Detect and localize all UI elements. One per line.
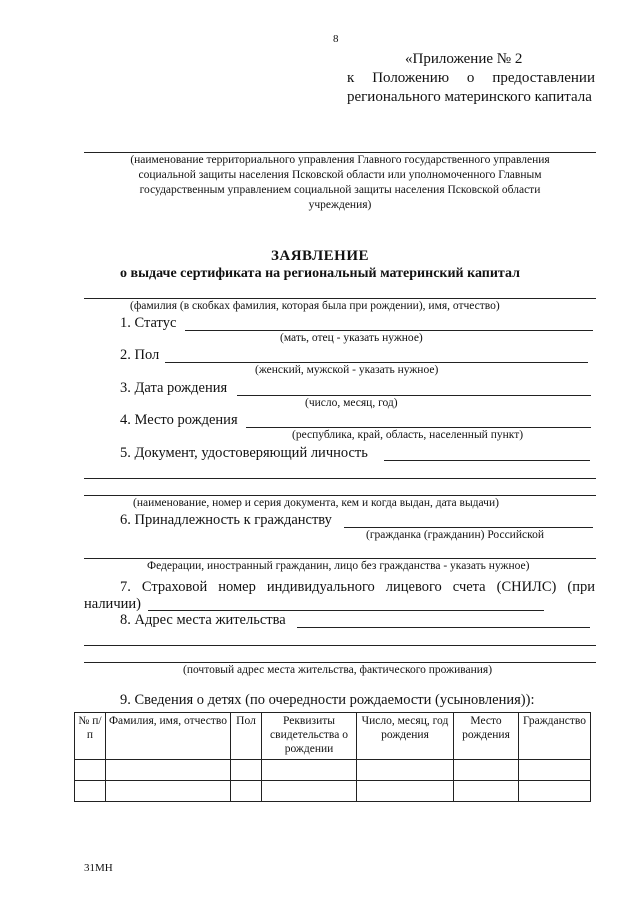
appendix-word: Положению [372,70,450,86]
snils-word: (при [567,579,595,595]
address-line-2[interactable] [84,645,596,646]
appendix-line-3: регионального материнского капитала [347,89,592,105]
table-cell[interactable] [519,760,591,781]
citizenship-hint-2: Федерации, иностранный гражданин, лицо без гражданства - указать нужное) [147,560,530,572]
snils-word: номер [218,579,256,595]
snils-word: счета [452,579,486,595]
snils-word: индивидуального [266,579,375,595]
col-birthplace: Место рождения [454,713,519,760]
fio-line[interactable] [84,298,596,299]
col-certificate: Реквизиты свидетельства о рождении [262,713,357,760]
document-title: ЗАЯВЛЕНИЕ [270,248,370,264]
appendix-word: о [466,70,475,86]
appendix-word: к [347,70,355,86]
table-cell[interactable] [231,781,262,802]
table-cell[interactable] [75,781,106,802]
citizenship-line-2[interactable] [84,558,596,559]
birthplace-line[interactable] [246,427,591,428]
citizenship-label: 6. Принадлежность к гражданству [120,512,332,528]
table-cell[interactable] [262,781,357,802]
id-doc-hint: (наименование, номер и серия документа, кем и когда выдан, дата выдачи) [133,497,499,509]
id-doc-line-3[interactable] [84,495,596,496]
birthdate-line[interactable] [237,395,591,396]
address-line[interactable] [297,627,590,628]
snils-label [120,579,595,596]
table-cell[interactable] [106,760,231,781]
birthdate-hint: (число, месяц, год) [305,397,398,409]
status-label: 1. Статус [120,315,177,331]
appendix-title: «Приложение № 2 [405,51,523,67]
sex-label: 2. Пол [120,347,160,363]
birthplace-hint: (республика, край, область, населенный пункт) [292,429,524,441]
id-doc-label: 5. Документ, удостоверяющий личность [120,445,368,461]
status-hint: (мать, отец - указать нужное) [280,332,423,344]
col-citizenship: Гражданство [519,713,591,760]
snils-line[interactable] [148,610,544,611]
citizenship-line[interactable] [344,527,593,528]
table-row[interactable] [75,781,591,802]
table-row[interactable] [75,760,591,781]
address-hint: (почтовый адрес места жительства, фактического проживания) [183,664,493,676]
table-cell[interactable] [75,760,106,781]
authority-note [84,153,596,213]
id-doc-line-2[interactable] [84,478,596,479]
appendix-line-2 [347,70,595,87]
col-fio: Фамилия, имя, отчество [106,713,231,760]
footer-code: 31МН [84,862,113,874]
birthplace-label: 4. Место рождения [120,412,238,428]
appendix-word: предоставлении [492,70,595,86]
birthdate-label: 3. Дата рождения [120,380,228,396]
table-cell[interactable] [454,781,519,802]
snils-word: лицевого [385,579,442,595]
table-cell[interactable] [454,760,519,781]
status-line[interactable] [185,330,593,331]
table-cell[interactable] [262,760,357,781]
col-sex: Пол [231,713,262,760]
table-cell[interactable] [231,760,262,781]
table-cell[interactable] [357,760,454,781]
authority-note-line: социальной защиты населения Псковской области или уполномоченного Главным [138,169,542,181]
table-cell[interactable] [519,781,591,802]
page-number: 8 [333,33,339,45]
snils-word: (СНИЛС) [496,579,557,595]
authority-note-line: (наименование территориального управления Главного государственного управления [130,154,550,166]
address-line-3[interactable] [84,662,596,663]
address-label: 8. Адрес места жительства [120,612,286,628]
document-subtitle: о выдаче сертификата на региональный материнский капитал [120,266,520,281]
sex-hint: (женский, мужской - указать нужное) [255,364,439,376]
snils-word: 7. [120,579,131,595]
sex-line[interactable] [165,362,588,363]
snils-word: Страховой [141,579,208,595]
authority-note-line: учреждения) [308,199,372,211]
children-label: 9. Сведения о детях (по очередности рождаемости (усыновления)): [120,692,535,708]
citizenship-hint: (гражданка (гражданин) Российской [366,529,544,541]
table-cell[interactable] [106,781,231,802]
id-doc-line[interactable] [384,460,590,461]
authority-note-line: государственным управлением социальной защиты населения Псковской области [139,184,541,196]
table-cell[interactable] [357,781,454,802]
col-birthdate: Число, месяц, год рождения [357,713,454,760]
fio-hint: (фамилия (в скобках фамилия, которая была при рождении), имя, отчество) [130,300,500,312]
col-number: № п/п [75,713,106,760]
children-table-header [75,713,591,760]
children-table [74,712,591,802]
snils-label-line-2: наличии) [84,596,141,612]
